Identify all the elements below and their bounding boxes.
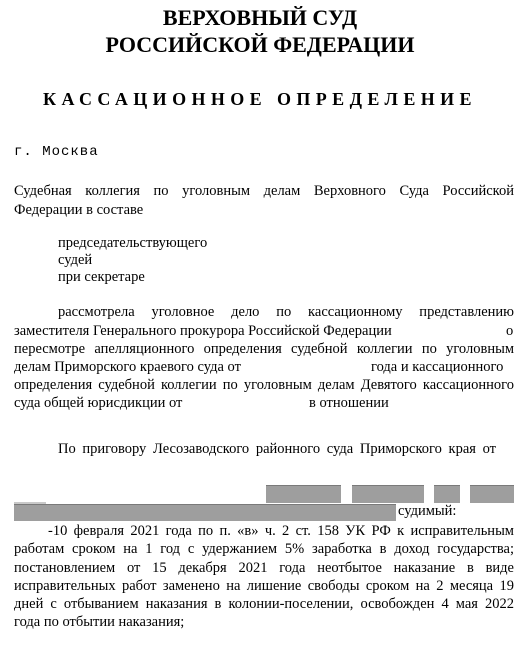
conviction-line: года по отбытии наказания;: [14, 614, 185, 630]
considered-line: пересмотре апелляционного определения судебной коллегии по уголовным: [14, 341, 514, 357]
city-label: г. Москва: [14, 144, 99, 160]
conviction-line: дней с отбыванием наказания в колонии-поселении, освобожден 4 мая 2022: [14, 596, 514, 612]
considered-line-end: в отношении: [309, 395, 389, 411]
court-name-line1: ВЕРХОВНЫЙ СУД: [162, 5, 358, 30]
considered-line: рассмотрела уголовное дело по кассационному представлению: [58, 304, 514, 320]
judges-label: судей: [58, 252, 93, 268]
secretary-label: при секретаре: [58, 269, 145, 285]
court-name-line2: РОССИЙСКОЙ ФЕДЕРАЦИИ: [105, 32, 415, 57]
redaction-block: [434, 485, 460, 503]
conviction-line: работам сроком на 1 год с удержанием 5% заработка в доход государства;: [14, 541, 514, 557]
considered-line-end: года и кассационного: [371, 359, 504, 375]
conviction-line: постановлением от 15 декабря 2021 года неотбытое наказание в виде: [14, 560, 514, 576]
conviction-line: -10 февраля 2021 года по п. «в» ч. 2 ст. 158 УК РФ к исправительным: [48, 523, 514, 539]
considered-line-end: о: [506, 323, 514, 339]
redaction-block: [352, 485, 424, 503]
redaction-block: [266, 485, 341, 503]
conviction-line: исправительных работ заменено на лишение свободы сроком на 2 месяца 19: [14, 578, 514, 594]
convicted-label: судимый:: [398, 503, 457, 519]
considered-line: определения судебной коллегии по уголовным делам Девятого кассационного: [14, 377, 514, 393]
document-type-heading: КАССАЦИОННОЕ ОПРЕДЕЛЕНИЕ: [43, 89, 477, 109]
intro-line: Судебная коллегия по уголовным делам Верховного Суда Российской: [14, 183, 514, 199]
verdict-line: По приговору Лесозаводского районного суда Приморского края от: [58, 441, 496, 457]
considered-line: суда общей юрисдикции от: [14, 395, 183, 411]
considered-line: заместителя Генерального прокурора Российской Федерации: [14, 323, 392, 339]
intro-line: Федерации в составе: [14, 202, 144, 218]
chair-label: председательствующего: [58, 235, 208, 251]
considered-line: делам Приморского краевого суда от: [14, 359, 241, 375]
redaction-block: [470, 485, 514, 503]
redaction-block: [14, 504, 396, 521]
